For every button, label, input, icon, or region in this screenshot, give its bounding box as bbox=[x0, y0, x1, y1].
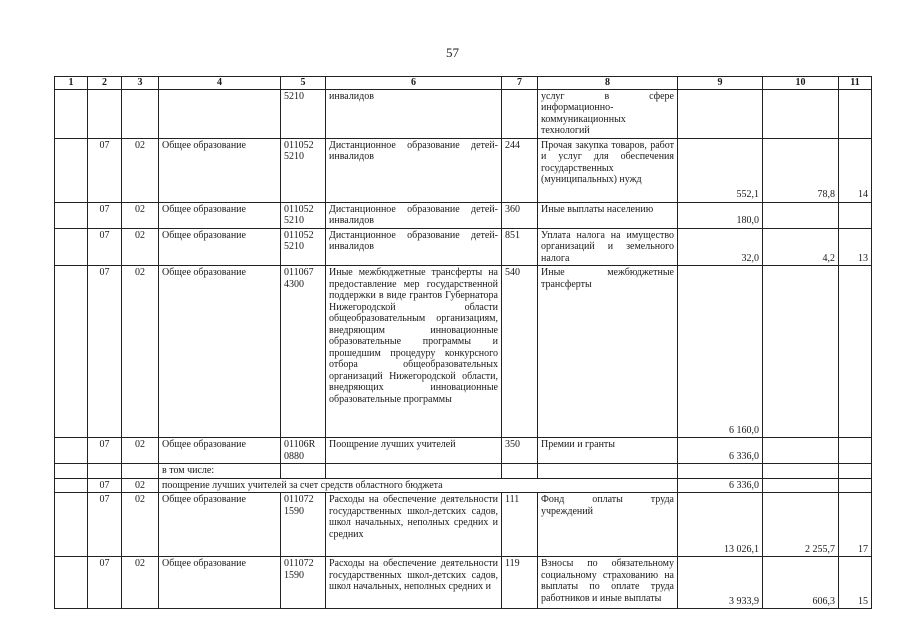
cell-percent bbox=[839, 266, 872, 438]
table-row bbox=[55, 464, 872, 479]
cell-c1 bbox=[55, 89, 88, 138]
cell-name: Общее образование bbox=[159, 557, 281, 609]
cell-c1 bbox=[55, 557, 88, 609]
cell-percent bbox=[839, 202, 872, 228]
cell-type-name: Иные межбюджетные трансферты bbox=[538, 266, 678, 438]
cell-c1 bbox=[55, 478, 88, 493]
cell-c1 bbox=[55, 138, 88, 202]
cell-description: Иные межбюджетные трансферты на предоставление мер государственной поддержки в виде грантов Губернатора Нижегородской области общеобразовательным организациям, внедряющим инновационные образовательные программы и прошедшим процедуру конкурсного отбора общеобразовательных организаций Нижегородской области, внедряющих инновационные образовательные программы bbox=[326, 266, 502, 438]
cell-subsection: 02 bbox=[122, 557, 159, 609]
cell-code: 011072 1590 bbox=[281, 557, 326, 609]
col-header-4: 4 bbox=[159, 77, 281, 90]
cell-code: 011067 4300 bbox=[281, 266, 326, 438]
cell-code: 5210 bbox=[281, 89, 326, 138]
cell-description: Расходы на обеспечение деятельности государственных школ-детских садов, школ начальных, неполных средних и средних bbox=[326, 493, 502, 557]
cell-code: 011052 5210 bbox=[281, 202, 326, 228]
cell-type-name: Фонд оплаты труда учреждений bbox=[538, 493, 678, 557]
col-header-3: 3 bbox=[122, 77, 159, 90]
cell-code: 011052 5210 bbox=[281, 138, 326, 202]
cell-section: 07 bbox=[88, 493, 122, 557]
cell-percent bbox=[839, 89, 872, 138]
cell-type-name: услуг в сфере информационно-коммуникационных технологий bbox=[538, 89, 678, 138]
cell-name: Общее образование bbox=[159, 228, 281, 266]
cell-code bbox=[281, 464, 326, 479]
cell-executed: 4,2 bbox=[763, 228, 839, 266]
table-row bbox=[55, 557, 872, 609]
cell-subsection: 02 bbox=[122, 478, 159, 493]
budget-table bbox=[54, 76, 872, 609]
cell-executed bbox=[763, 438, 839, 464]
cell-executed bbox=[763, 464, 839, 479]
cell-name: Общее образование bbox=[159, 202, 281, 228]
cell-c1 bbox=[55, 228, 88, 266]
table-row bbox=[55, 202, 872, 228]
cell-subsection bbox=[122, 464, 159, 479]
cell-percent: 13 bbox=[839, 228, 872, 266]
cell-description: Поощрение лучших учителей bbox=[326, 438, 502, 464]
cell-executed bbox=[763, 266, 839, 438]
cell-type-name: Взносы по обязательному социальному страхованию на выплаты по оплате труда работников и иные выплаты bbox=[538, 557, 678, 609]
cell-type-name: Прочая закупка товаров, работ и услуг для обеспечения государственных (муниципальных) нужд bbox=[538, 138, 678, 202]
cell-subsection: 02 bbox=[122, 493, 159, 557]
cell-amount: 6 160,0 bbox=[678, 266, 763, 438]
cell-c1 bbox=[55, 438, 88, 464]
cell-executed: 2 255,7 bbox=[763, 493, 839, 557]
table-row bbox=[55, 438, 872, 464]
cell-executed bbox=[763, 89, 839, 138]
cell-section: 07 bbox=[88, 478, 122, 493]
cell-executed bbox=[763, 202, 839, 228]
cell-section bbox=[88, 464, 122, 479]
cell-description: инвалидов bbox=[326, 89, 502, 138]
cell-percent: 15 bbox=[839, 557, 872, 609]
cell-amount: 3 933,9 bbox=[678, 557, 763, 609]
cell-name bbox=[159, 89, 281, 138]
cell-percent: 14 bbox=[839, 138, 872, 202]
col-header-10: 10 bbox=[763, 77, 839, 90]
table-row bbox=[55, 493, 872, 557]
cell-type: 244 bbox=[502, 138, 538, 202]
cell-subsection: 02 bbox=[122, 438, 159, 464]
cell-type-name bbox=[538, 464, 678, 479]
cell-amount: 13 026,1 bbox=[678, 493, 763, 557]
col-header-11: 11 bbox=[839, 77, 872, 90]
col-header-1: 1 bbox=[55, 77, 88, 90]
table-row bbox=[55, 89, 872, 138]
table-row bbox=[55, 478, 872, 493]
cell-c1 bbox=[55, 266, 88, 438]
cell-code: 01106R 0880 bbox=[281, 438, 326, 464]
header-row bbox=[55, 77, 872, 90]
cell-type bbox=[502, 89, 538, 138]
cell-amount bbox=[678, 464, 763, 479]
cell-description: Дистанционное образование детей-инвалидов bbox=[326, 228, 502, 266]
cell-description: Расходы на обеспечение деятельности государственных школ-детских садов, школ начальных, неполных средних и bbox=[326, 557, 502, 609]
col-header-2: 2 bbox=[88, 77, 122, 90]
cell-subsection bbox=[122, 89, 159, 138]
cell-section: 07 bbox=[88, 557, 122, 609]
cell-type: 540 bbox=[502, 266, 538, 438]
cell-type-name: Уплата налога на имущество организаций и земельного налога bbox=[538, 228, 678, 266]
cell-name: Общее образование bbox=[159, 266, 281, 438]
cell-executed: 78,8 bbox=[763, 138, 839, 202]
cell-section: 07 bbox=[88, 138, 122, 202]
col-header-8: 8 bbox=[538, 77, 678, 90]
cell-type: 360 bbox=[502, 202, 538, 228]
cell-section: 07 bbox=[88, 228, 122, 266]
table-row bbox=[55, 228, 872, 266]
cell-amount: 32,0 bbox=[678, 228, 763, 266]
cell-section bbox=[88, 89, 122, 138]
table-row bbox=[55, 138, 872, 202]
page-number: 57 bbox=[446, 45, 459, 60]
cell-percent bbox=[839, 438, 872, 464]
cell-amount: 6 336,0 bbox=[678, 478, 763, 493]
cell-subsection: 02 bbox=[122, 228, 159, 266]
col-header-5: 5 bbox=[281, 77, 326, 90]
cell-c1 bbox=[55, 202, 88, 228]
cell-type bbox=[502, 464, 538, 479]
cell-code: 011052 5210 bbox=[281, 228, 326, 266]
cell-subsection: 02 bbox=[122, 202, 159, 228]
cell-type: 119 bbox=[502, 557, 538, 609]
cell-type: 111 bbox=[502, 493, 538, 557]
cell-span-text: поощрение лучших учителей за счет средств областного бюджета bbox=[159, 478, 678, 493]
cell-name: в том числе: bbox=[159, 464, 281, 479]
cell-name: Общее образование bbox=[159, 438, 281, 464]
cell-amount: 552,1 bbox=[678, 138, 763, 202]
cell-percent: 17 bbox=[839, 493, 872, 557]
cell-subsection: 02 bbox=[122, 266, 159, 438]
cell-c1 bbox=[55, 464, 88, 479]
cell-type: 350 bbox=[502, 438, 538, 464]
cell-subsection: 02 bbox=[122, 138, 159, 202]
cell-name: Общее образование bbox=[159, 138, 281, 202]
cell-amount: 6 336,0 bbox=[678, 438, 763, 464]
cell-executed: 606,3 bbox=[763, 557, 839, 609]
cell-code: 011072 1590 bbox=[281, 493, 326, 557]
cell-description: Дистанционное образование детей-инвалидов bbox=[326, 138, 502, 202]
cell-type-name: Премии и гранты bbox=[538, 438, 678, 464]
cell-type: 851 bbox=[502, 228, 538, 266]
cell-name: Общее образование bbox=[159, 493, 281, 557]
col-header-6: 6 bbox=[326, 77, 502, 90]
cell-description: Дистанционное образование детей-инвалидов bbox=[326, 202, 502, 228]
cell-executed bbox=[763, 478, 839, 493]
cell-percent bbox=[839, 464, 872, 479]
table-row bbox=[55, 266, 872, 438]
cell-section: 07 bbox=[88, 202, 122, 228]
cell-c1 bbox=[55, 493, 88, 557]
cell-section: 07 bbox=[88, 438, 122, 464]
col-header-7: 7 bbox=[502, 77, 538, 90]
col-header-9: 9 bbox=[678, 77, 763, 90]
cell-amount bbox=[678, 89, 763, 138]
cell-amount: 180,0 bbox=[678, 202, 763, 228]
cell-type-name: Иные выплаты населению bbox=[538, 202, 678, 228]
cell-description bbox=[326, 464, 502, 479]
cell-section: 07 bbox=[88, 266, 122, 438]
cell-percent bbox=[839, 478, 872, 493]
